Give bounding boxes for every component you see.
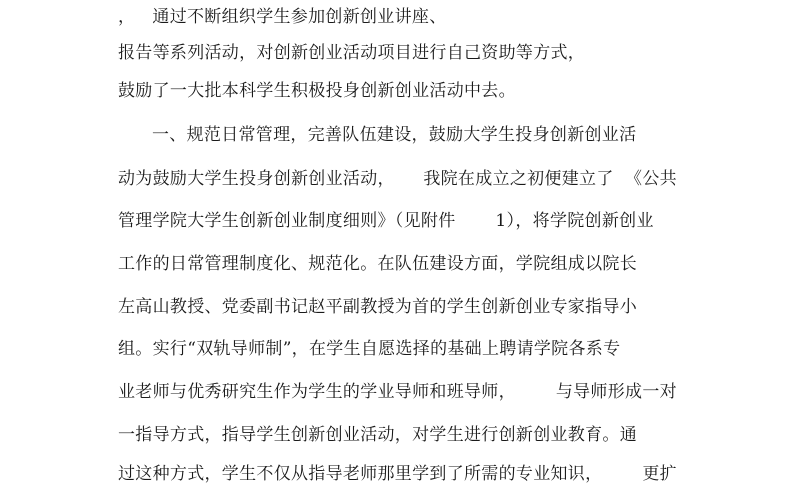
text-line-3: 鼓励了一大批本科学生积极投身创新创业活动中去。	[118, 81, 516, 101]
text-line-1: ， 通过不断组织学生参加创新创业讲座、	[118, 7, 447, 27]
text-line-2: 报告等系列活动，对创新创业活动项目进行自己资助等方式，	[118, 43, 586, 63]
text-line-4: 一、规范日常管理，完善队伍建设，鼓励大学生投身创新创业活	[152, 125, 637, 145]
text-line-5: 动为鼓励大学生投身创新创业活动， 我院在成立之初便建立了 《公共	[118, 169, 677, 189]
text-line-6: 管理学院大学生创新创业制度细则》（见附件 1），将学院创新创业	[118, 211, 654, 231]
text-line-10: 业老师与优秀研究生作为学生的学业导师和班导师， 与导师形成一对	[118, 382, 677, 402]
text-line-9: 组。实行“双轨导师制”，在学生自愿选择的基础上聘请学院各系专	[118, 339, 621, 359]
text-line-11: 一指导方式，指导学生创新创业活动，对学生进行创新创业教育。通	[118, 425, 637, 445]
text-line-7: 工作的日常管理制度化、规范化。在队伍建设方面，学院组成以院长	[118, 254, 637, 274]
text-line-8: 左高山教授、党委副书记赵平副教授为首的学生创新创业专家指导小	[118, 297, 637, 317]
text-line-12: 过这种方式，学生不仅从指导老师那里学到了所需的专业知识， 更扩	[118, 464, 677, 484]
